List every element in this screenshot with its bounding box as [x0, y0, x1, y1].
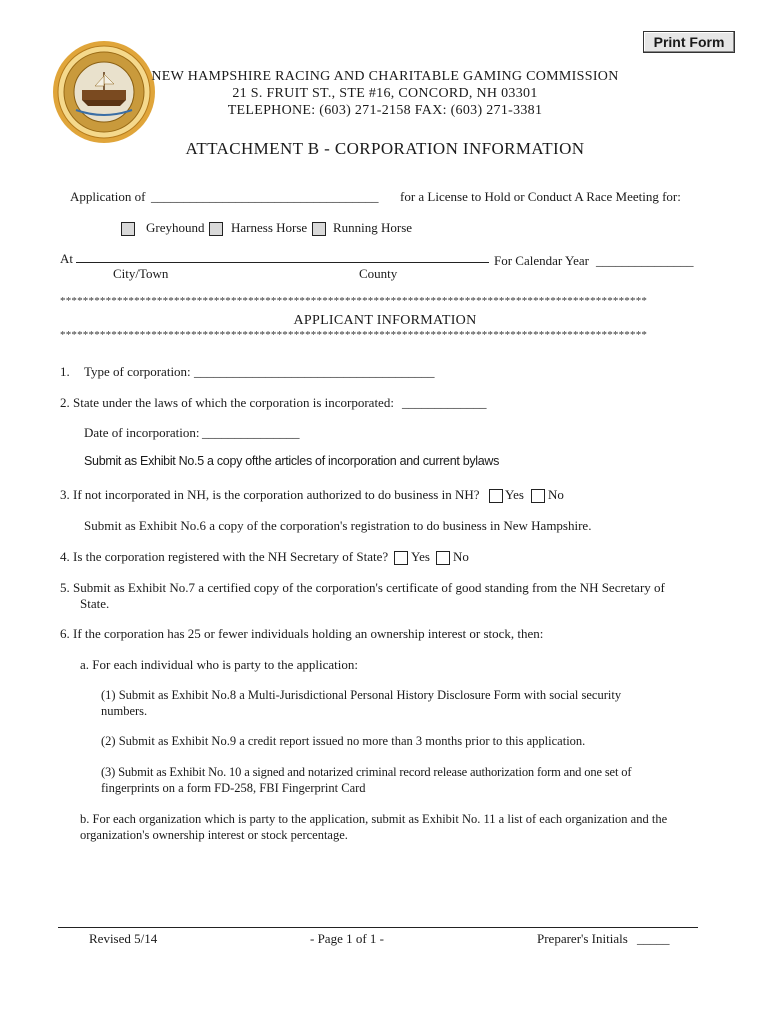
page-number: - Page 1 of 1 - — [310, 931, 385, 946]
running-horse-label: Running Horse — [333, 220, 413, 235]
q6a2-text: (2) Submit as Exhibit No.9 a credit report issued no more than 3 months prior to this application. — [101, 734, 586, 748]
q2-label: 2. State under the laws of which the corporation is incorporated: — [60, 395, 394, 410]
q4-yes-checkbox[interactable] — [394, 551, 408, 565]
q6a1-line1: (1) Submit as Exhibit No.8 a Multi-Jurisdictional Personal History Disclosure Form with social security — [101, 688, 622, 702]
preparer-initials-label: Preparer's Initials — [537, 931, 628, 946]
q6b-line1: b. For each organization which is party to the application, submit as Exhibit No. 11 a list of each organization and the — [80, 812, 668, 826]
section-heading: APPLICANT INFORMATION — [293, 313, 477, 328]
city-town-label: City/Town — [113, 266, 169, 281]
greyhound-label: Greyhound — [146, 220, 205, 235]
footer-divider — [58, 927, 698, 928]
q3-yes-label: Yes — [505, 487, 524, 502]
q3-label: 3. If not incorporated in NH, is the corporation authorized to do business in NH? — [60, 487, 480, 502]
q6a-label: a. For each individual who is party to the application: — [80, 657, 358, 672]
harness-horse-checkbox[interactable] — [209, 222, 223, 236]
separator-stars-top: ******************************************************************************************************* — [60, 295, 648, 307]
q5-line2: State. — [80, 596, 110, 611]
harness-horse-label: Harness Horse — [231, 220, 308, 235]
incorporation-date-label: Date of incorporation: — [84, 425, 200, 440]
q4-no-checkbox[interactable] — [436, 551, 450, 565]
exhibit6-instruction: Submit as Exhibit No.6 a copy of the corporation's registration to do business in New Hampshire. — [84, 518, 592, 533]
q6b-line2: organization's ownership interest or stock percentage. — [80, 828, 348, 842]
q6a1-line2: numbers. — [101, 704, 148, 718]
application-of-label: Application of — [70, 189, 146, 204]
preparer-initials-field[interactable]: _____ — [637, 931, 670, 946]
q4-yes-label: Yes — [411, 549, 430, 564]
separator-stars-bottom: ******************************************************************************************************* — [60, 329, 648, 341]
county-label: County — [359, 266, 398, 281]
at-label: At — [60, 251, 73, 266]
incorporation-state-field[interactable]: _____________ — [402, 395, 487, 410]
q1-number: 1. — [60, 364, 70, 379]
applicant-name-field[interactable]: ___________________________________ — [151, 189, 379, 204]
agency-name: NEW HAMPSHIRE RACING AND CHARITABLE GAMING COMMISSION — [151, 69, 619, 84]
q6a3-line1: (3) Submit as Exhibit No. 10 a signed and notarized criminal record release authorization form and one set of — [101, 765, 632, 779]
location-field[interactable] — [76, 262, 489, 263]
agency-address: 21 S. FRUIT ST., STE #16, CONCORD, NH 03301 — [232, 86, 538, 101]
incorporation-date-field[interactable]: _______________ — [202, 425, 300, 440]
exhibit5-instruction: Submit as Exhibit No.5 a copy ofthe articles of incorporation and current bylaws — [84, 454, 500, 468]
running-horse-checkbox[interactable] — [312, 222, 326, 236]
license-purpose-label: for a License to Hold or Conduct A Race Meeting for: — [400, 189, 681, 204]
print-form-button[interactable]: Print Form — [643, 31, 735, 53]
q6a3-line2: fingerprints on a form FD-258, FBI Fingerprint Card — [101, 781, 366, 795]
q5-line1: 5. Submit as Exhibit No.7 a certified copy of the corporation's certificate of good standing from the NH Secretary of — [60, 580, 665, 595]
q1-label: Type of corporation: — [84, 364, 191, 379]
page-title: ATTACHMENT B - CORPORATION INFORMATION — [185, 139, 585, 158]
agency-phone: TELEPHONE: (603) 271-2158 FAX: (603) 271-3381 — [227, 103, 543, 118]
corporation-type-field[interactable]: _____________________________________ — [194, 364, 435, 379]
q4-no-label: No — [453, 549, 469, 564]
calendar-year-field[interactable]: _______________ — [596, 253, 694, 268]
calendar-year-label: For Calendar Year — [494, 253, 589, 268]
q6-label: 6. If the corporation has 25 or fewer individuals holding an ownership interest or stock, then: — [60, 626, 544, 641]
q3-no-label: No — [548, 487, 564, 502]
q3-no-checkbox[interactable] — [531, 489, 545, 503]
revised-date: Revised 5/14 — [89, 931, 158, 946]
q4-label: 4. Is the corporation registered with the NH Secretary of State? — [60, 549, 389, 564]
greyhound-checkbox[interactable] — [121, 222, 135, 236]
q3-yes-checkbox[interactable] — [489, 489, 503, 503]
